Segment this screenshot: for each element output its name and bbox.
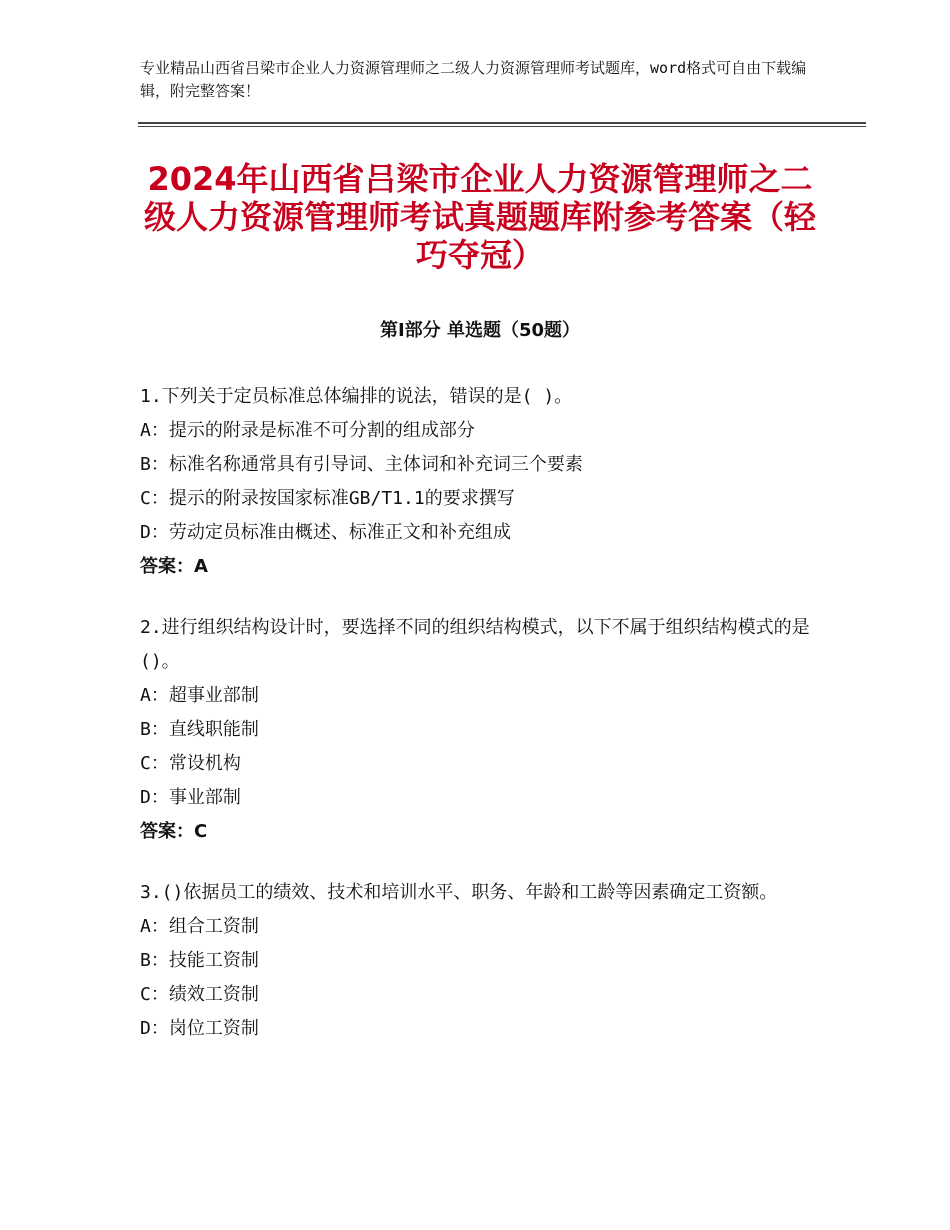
option-b: B：标准名称通常具有引导词、主体词和补充词三个要素 [140, 454, 583, 475]
option-b: B：直线职能制 [140, 719, 259, 740]
question-stem: 1.下列关于定员标准总体编排的说法，错误的是( )。 [140, 386, 573, 407]
option-a: A：组合工资制 [140, 916, 259, 937]
question-3 [140, 876, 810, 1046]
option-d: D：事业部制 [140, 787, 241, 808]
option-d: D：岗位工资制 [140, 1018, 259, 1039]
question-1 [140, 380, 810, 584]
question-stem: 3.()依据员工的绩效、技术和培训水平、职务、年龄和工龄等因素确定工资额。 [140, 882, 778, 903]
question-2 [140, 611, 810, 849]
option-d: D：劳动定员标准由概述、标准正文和补充组成 [140, 522, 511, 543]
option-c: C：常设机构 [140, 753, 241, 774]
question-list [140, 380, 810, 1073]
option-b: B：技能工资制 [140, 950, 259, 971]
option-a: A：提示的附录是标准不可分割的组成部分 [140, 420, 475, 441]
header-divider-thick [138, 122, 866, 124]
option-c: C：提示的附录按国家标准GB/T1.1的要求撰写 [140, 488, 515, 509]
document-title: 2024年山西省吕梁市企业人力资源管理师之二级人力资源管理师考试真题题库附参考答案（轻巧夺冠） [143, 160, 816, 274]
option-a: A：超事业部制 [140, 685, 259, 706]
answer: 答案：A [140, 556, 208, 577]
answer: 答案：C [140, 821, 208, 842]
question-stem: 2.进行组织结构设计时，要选择不同的组织结构模式，以下不属于组织结构模式的是()。 [140, 617, 810, 672]
option-c: C：绩效工资制 [140, 984, 259, 1005]
section-title: 第Ⅰ部分 单选题（50题） [379, 320, 580, 341]
header-note: 专业精品山西省吕梁市企业人力资源管理师之二级人力资源管理师考试题库，word格式可自由下载编辑，附完整答案！ [140, 59, 807, 100]
header-divider-thin [138, 126, 866, 127]
